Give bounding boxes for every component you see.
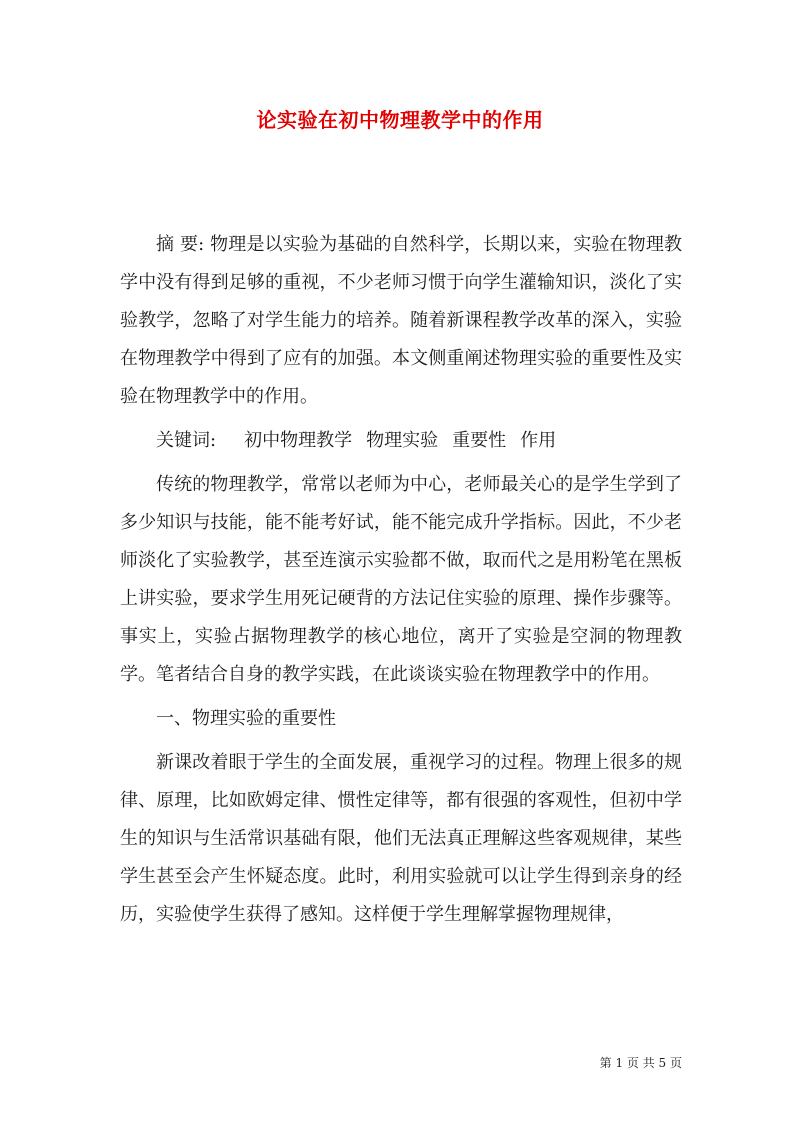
keyword-item: 初中物理教学	[244, 430, 353, 451]
keyword-item: 重要性	[452, 430, 507, 451]
abstract-text: 物理是以实验为基础的自然科学，长期以来，实验在物理教学中没有得到足够的重视，不少老师习惯于向学生灌输知识，淡化了实验教学，忽略了对学生能力的培养。随着新课程教学改革的深入，实验在物理教学中得到了应有的加强。本文侧重阐述物理实验的重要性及实验在物理教学中的作用。	[120, 234, 682, 407]
abstract-paragraph	[120, 226, 682, 416]
keywords-label: 关键词:	[156, 430, 217, 451]
keyword-item: 作用	[520, 430, 557, 451]
section-heading: 一、物理实验的重要性	[156, 708, 336, 729]
page-number: 第 1 页 共 5 页	[599, 1056, 682, 1070]
document-body	[120, 226, 682, 940]
abstract-label: 摘 要:	[156, 234, 205, 255]
body-paragraph: 传统的物理教学，常常以老师为中心，老师最关心的是学生学到了多少知识与技能，能不能考好试，能不能完成升学指标。因此，不少老师淡化了实验教学，甚至连演示实验都不做，取而代之是用粉笔在黑板上讲实验，要求学生用死记硬背的方法记住实验的原理、操作步骤等。事实上，实验占据物理教学的核心地位，离开了实验是空洞的物理教学。笔者结合自身的教学实践，在此谈谈实验在物理教学中的作用。	[120, 474, 682, 685]
document-title: 论实验在初中物理教学中的作用	[256, 108, 544, 132]
keywords-paragraph	[120, 422, 682, 460]
body-paragraph: 新课改着眼于学生的全面发展，重视学习的过程。物理上很多的规律、原理，比如欧姆定律、惯性定律等，都有很强的客观性，但初中学生的知识与生活常识基础有限，他们无法真正理解这些客观规律，某些学生甚至会产生怀疑态度。此时，利用实验就可以让学生得到亲身的经历，实验使学生获得了感知。这样便于学生理解掌握物理规律，	[120, 752, 682, 925]
keyword-item: 物理实验	[366, 430, 439, 451]
